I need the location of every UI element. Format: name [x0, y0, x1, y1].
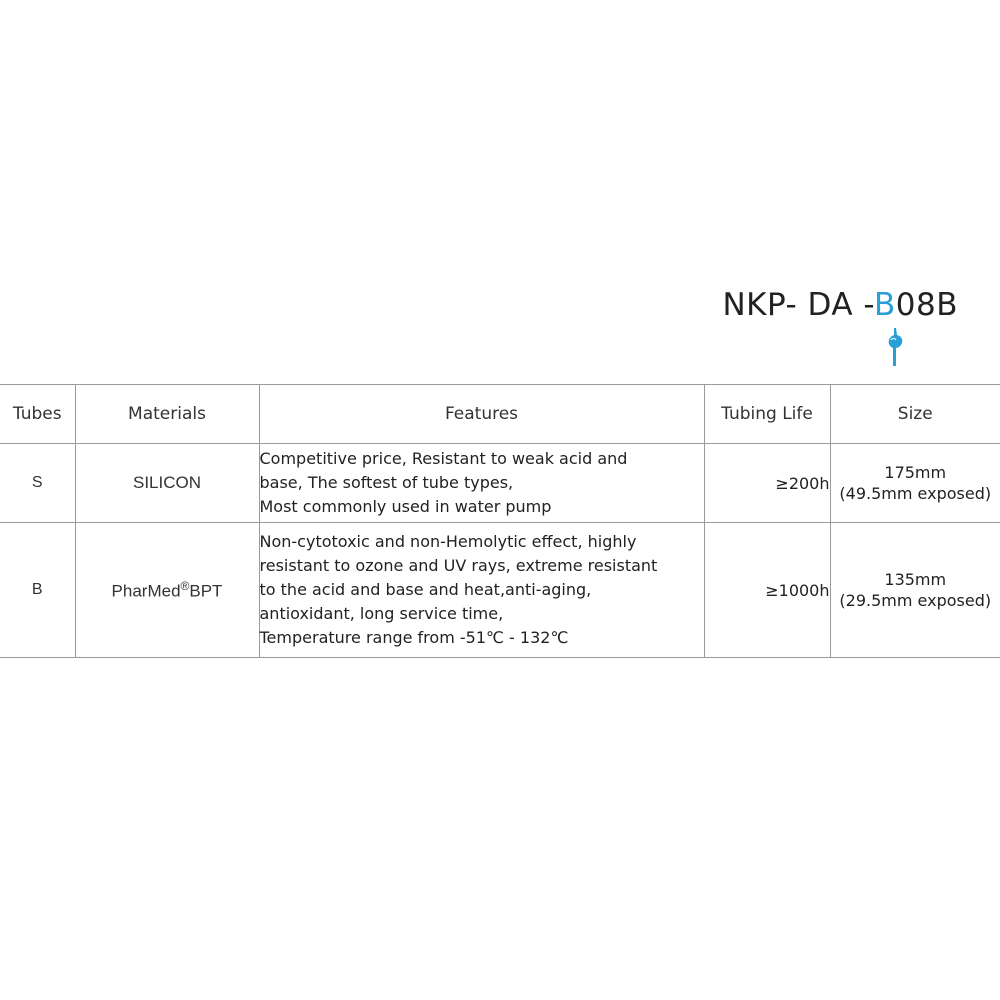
model-code-suffix: 08B	[895, 287, 958, 323]
material-name	[75, 523, 259, 658]
feature-line: base, The softest of tube types,	[259, 473, 514, 492]
material-label: PharMed	[111, 581, 181, 601]
material-label: SILICON	[132, 473, 202, 492]
header-materials: Materials	[75, 385, 259, 444]
material-name	[75, 444, 259, 523]
table-header-row	[0, 385, 1000, 444]
size-exposed: (29.5mm exposed)	[839, 591, 992, 610]
tube-code: B	[0, 523, 75, 658]
model-code-highlight: B	[874, 287, 896, 323]
hand-pointer-icon	[880, 326, 906, 368]
feature-line: Competitive price, Resistant to weak acid and	[259, 449, 628, 468]
feature-line: to the acid and base and heat,anti-aging,	[259, 580, 592, 599]
tube-code: S	[0, 444, 75, 523]
model-code	[722, 287, 958, 323]
features-cell	[259, 444, 704, 523]
tubing-life: ≥200h	[704, 444, 830, 523]
table-row	[0, 444, 1000, 523]
header-size: Size	[830, 385, 1000, 444]
tubing-life: ≥1000h	[704, 523, 830, 658]
header-tubes: Tubes	[0, 385, 75, 444]
size-exposed: (49.5mm exposed)	[839, 484, 992, 503]
header-tubing-life: Tubing Life	[704, 385, 830, 444]
size-cell	[830, 523, 1000, 658]
model-code-prefix: NKP- DA -	[722, 287, 874, 323]
feature-line: Temperature range from -51℃ - 132℃	[259, 628, 569, 647]
material-suffix: BPT	[189, 581, 223, 601]
size-length: 175mm	[884, 463, 947, 482]
feature-line: Non-cytotoxic and non-Hemolytic effect, highly	[259, 532, 637, 551]
size-length: 135mm	[884, 570, 947, 589]
feature-line: Most commonly used in water pump	[259, 497, 552, 516]
tube-spec-table	[0, 384, 1000, 658]
registered-mark: ®	[180, 578, 190, 593]
features-cell	[259, 523, 704, 658]
feature-line: resistant to ozone and UV rays, extreme resistant	[259, 556, 658, 575]
header-features: Features	[259, 385, 704, 444]
table-row	[0, 523, 1000, 658]
feature-line: antioxidant, long service time,	[259, 604, 504, 623]
size-cell	[830, 444, 1000, 523]
